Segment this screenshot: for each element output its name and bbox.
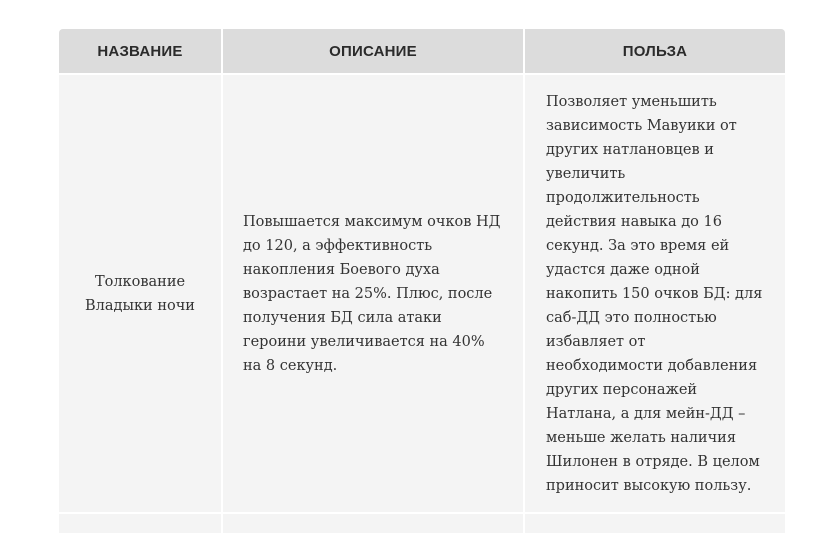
header-row [59, 29, 785, 74]
table-row-partial [59, 513, 785, 533]
table-header [59, 29, 785, 74]
cell-description: Повышается максимум очков НД до 120, а эффективность накопления Боевого духа возрастает на 25%. Плюс, после получения БД сила атаки героини увеличивается на 40% на 8 секунд. [222, 74, 524, 513]
cell-benefit-partial [524, 513, 785, 533]
table-body [59, 74, 785, 533]
cell-description-partial [222, 513, 524, 533]
table-row [59, 74, 785, 513]
talent-table [59, 29, 785, 533]
talent-table-container [59, 29, 785, 533]
header-description: ОПИСАНИЕ [222, 29, 524, 74]
cell-benefit: Позволяет уменьшить зависимость Мавуики от других натлановцев и увеличить продолжительность действия навыка до 16 секунд. За это время ей удастся даже одной накопить 150 очков БД: для саб-ДД это полностью избавляет от необходимости добавления других персонажей Натлана, а для мейн-ДД – меньше желать наличия Шилонен в отряде. В целом приносит высокую пользу. [524, 74, 785, 513]
header-name: НАЗВАНИЕ [59, 29, 222, 74]
header-benefit: ПОЛЬЗА [524, 29, 785, 74]
cell-name: Толкование Владыки ночи [59, 74, 222, 513]
cell-name-partial [59, 513, 222, 533]
